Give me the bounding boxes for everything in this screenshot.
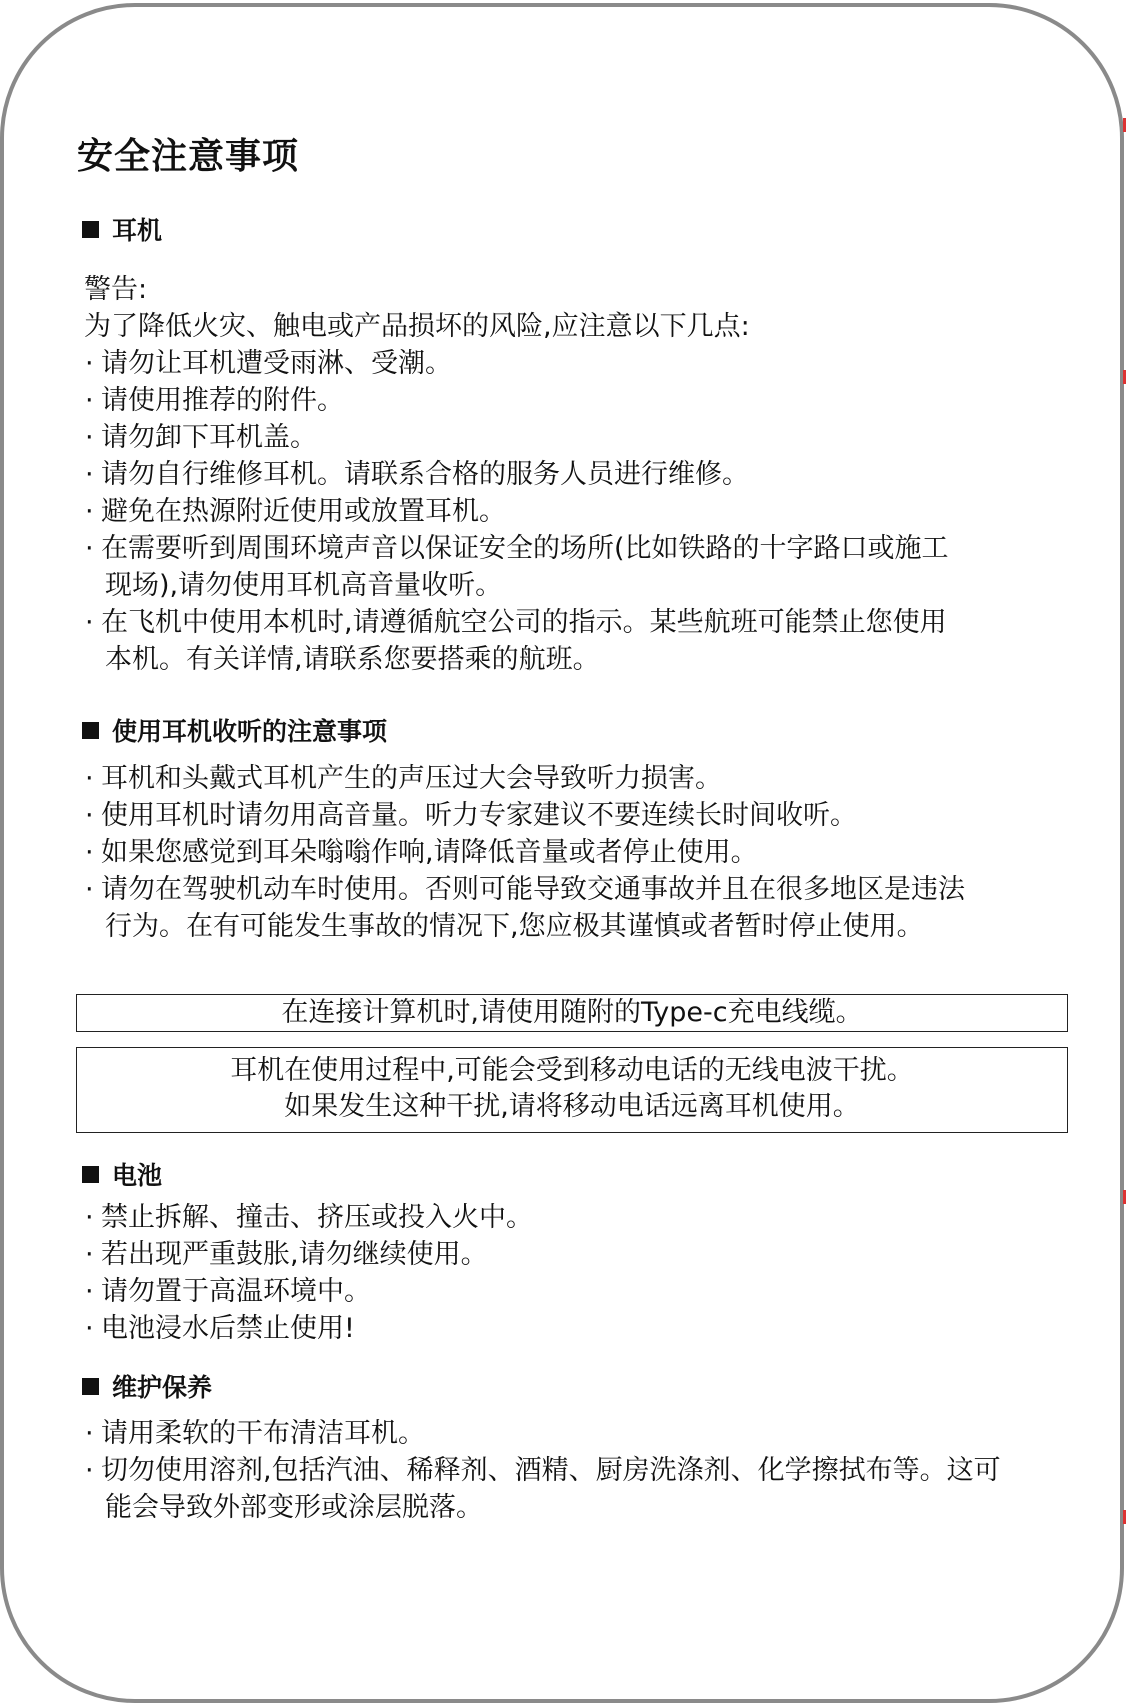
page-title: 安全注意事项 <box>77 136 300 177</box>
list-item-continuation: 本机。有关详情,请联系您要搭乘的航班。 <box>105 644 600 675</box>
section-heading-listening <box>82 712 387 748</box>
square-bullet-icon <box>82 722 99 739</box>
notice-box-interference <box>76 1047 1068 1133</box>
notice-text: 在连接计算机时,请使用随附的Type-c充电线缆。 <box>281 997 863 1028</box>
section-heading-label: 使用耳机收听的注意事项 <box>112 717 388 746</box>
section-heading-label: 维护保养 <box>112 1373 213 1402</box>
list-item: · 若出现严重鼓胀,请勿继续使用。 <box>85 1239 488 1270</box>
list-item: · 如果您感觉到耳朵嗡嗡作响,请降低音量或者停止使用。 <box>85 837 758 868</box>
warning-intro: 为了降低火灾、触电或产品损坏的风险,应注意以下几点: <box>84 311 750 342</box>
section-heading-label: 耳机 <box>112 216 163 245</box>
list-item-continuation: 现场),请勿使用耳机高音量收听。 <box>105 570 503 601</box>
square-bullet-icon <box>82 1166 99 1183</box>
list-item: · 耳机和头戴式耳机产生的声压过大会导致听力损害。 <box>85 763 722 794</box>
list-item: · 切勿使用溶剂,包括汽油、稀释剂、酒精、厨房洗涤剂、化学擦拭布等。这可 <box>85 1455 1001 1486</box>
list-item: · 请勿在驾驶机动车时使用。否则可能导致交通事故并且在很多地区是违法 <box>85 874 965 905</box>
warning-label: 警告: <box>84 274 148 305</box>
list-item: · 请勿置于高温环境中。 <box>85 1276 371 1307</box>
list-item: · 请使用推荐的附件。 <box>85 385 344 416</box>
list-item: · 电池浸水后禁止使用! <box>85 1313 355 1344</box>
list-item-continuation: 行为。在有可能发生事故的情况下,您应极其谨慎或者暂时停止使用。 <box>105 911 924 942</box>
list-item: · 避免在热源附近使用或放置耳机。 <box>85 496 506 527</box>
list-item: · 在飞机中使用本机时,请遵循航空公司的指示。某些航班可能禁止您使用 <box>85 607 947 638</box>
list-item: · 请勿卸下耳机盖。 <box>85 422 317 453</box>
section-heading-label: 电池 <box>112 1161 163 1190</box>
list-item: · 请勿让耳机遭受雨淋、受潮。 <box>85 348 452 379</box>
section-heading-maintenance <box>82 1368 212 1404</box>
list-item-continuation: 能会导致外部变形或涂层脱落。 <box>105 1492 483 1523</box>
notice-text: 如果发生这种干扰,请将移动电话远离耳机使用。 <box>284 1091 860 1122</box>
square-bullet-icon <box>82 1378 99 1395</box>
list-item: · 请勿自行维修耳机。请联系合格的服务人员进行维修。 <box>85 459 749 490</box>
list-item: · 请用柔软的干布清洁耳机。 <box>85 1418 425 1449</box>
list-item: · 使用耳机时请勿用高音量。听力专家建议不要连续长时间收听。 <box>85 800 857 831</box>
notice-box-usb <box>76 994 1068 1032</box>
list-item: · 在需要听到周围环境声音以保证安全的场所(比如铁路的十字路口或施工 <box>85 533 949 564</box>
list-item: · 禁止拆解、撞击、挤压或投入火中。 <box>85 1202 533 1233</box>
notice-text: 耳机在使用过程中,可能会受到移动电话的无线电波干扰。 <box>230 1055 914 1086</box>
section-heading-earphone <box>82 211 162 247</box>
square-bullet-icon <box>82 221 99 238</box>
section-heading-battery <box>82 1156 162 1192</box>
